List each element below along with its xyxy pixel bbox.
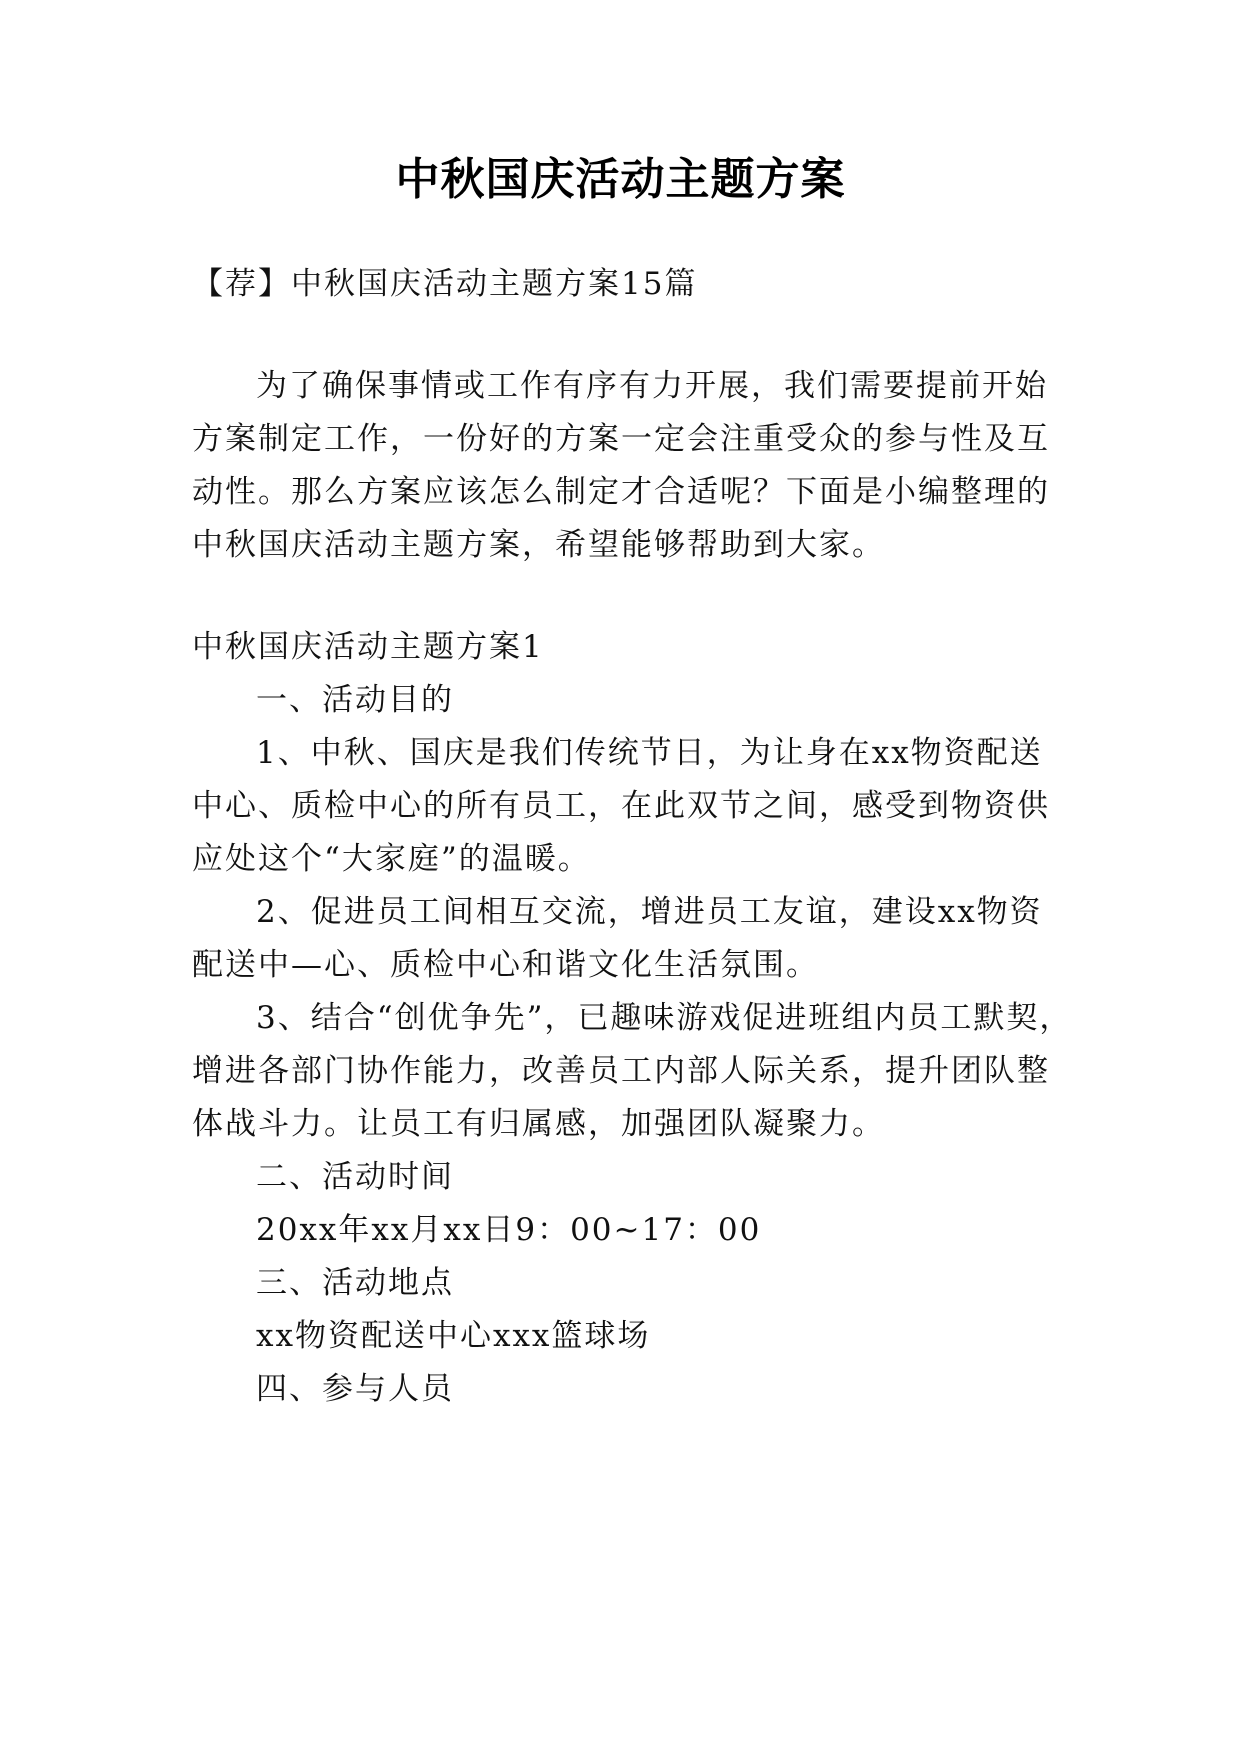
purpose-item-2-line: 配送中—心、质检中心和谐文化生活氛围。 — [192, 947, 819, 983]
heading-purpose: 一、活动目的 — [256, 682, 454, 718]
purpose-item-1-line: 应处这个“大家庭”的温暖。 — [192, 841, 591, 877]
document-subtitle: 【荐】中秋国庆活动主题方案15篇 — [192, 266, 698, 302]
heading-time: 二、活动时间 — [256, 1159, 454, 1195]
activity-time: 20xx年xx月xx日9：00~17：00 — [256, 1212, 762, 1248]
purpose-item-1-line: 中心、质检中心的所有员工，在此双节之间，感受到物资供 — [192, 788, 1050, 824]
intro-line: 方案制定工作，一份好的方案一定会注重受众的参与性及互 — [192, 421, 1050, 457]
purpose-item-3-line: 增进各部门协作能力，改善员工内部人际关系，提升团队整 — [192, 1053, 1050, 1089]
intro-line: 中秋国庆活动主题方案，希望能够帮助到大家。 — [192, 527, 885, 563]
intro-line: 为了确保事情或工作有序有力开展，我们需要提前开始 — [256, 368, 1048, 404]
section-title: 中秋国庆活动主题方案1 — [192, 629, 544, 665]
purpose-item-1-line: 1、中秋、国庆是我们传统节日，为让身在xx物资配送 — [256, 735, 1043, 771]
purpose-item-2-line: 2、促进员工间相互交流，增进员工友谊，建设xx物资 — [256, 894, 1043, 930]
purpose-item-3-line: 3、结合“创优争先”，已趣味游戏促进班组内员工默契， — [256, 1000, 1073, 1036]
purpose-item-3-line: 体战斗力。让员工有归属感，加强团队凝聚力。 — [192, 1106, 885, 1142]
activity-place: xx物资配送中心xxx篮球场 — [256, 1318, 651, 1354]
heading-place: 三、活动地点 — [256, 1265, 454, 1301]
heading-participants: 四、参与人员 — [256, 1371, 454, 1407]
intro-line: 动性。那么方案应该怎么制定才合适呢？下面是小编整理的 — [192, 474, 1050, 510]
document-title: 中秋国庆活动主题方案 — [395, 154, 846, 205]
